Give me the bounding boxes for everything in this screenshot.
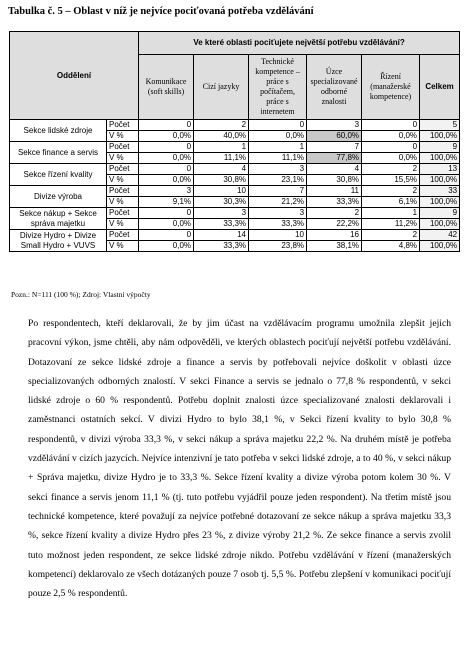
count-cell: 3 (249, 208, 307, 219)
count-cell: 2 (362, 164, 420, 175)
count-cell: 2 (362, 186, 420, 197)
count-cell: 0 (139, 164, 194, 175)
percent-cell: 0,0% (362, 153, 420, 164)
count-cell: 1 (362, 208, 420, 219)
table-body (10, 120, 460, 252)
count-cell: 4 (307, 164, 362, 175)
count-cell: 33 (420, 186, 460, 197)
percent-cell: 0,0% (139, 131, 194, 142)
department-name: Sekce nákup + Sekce správa majetku (10, 208, 107, 230)
table-note: Pozn.: N=111 (100 %); Zdroj: Vlastní výpočty (11, 290, 151, 299)
percent-cell: 33,3% (307, 197, 362, 208)
count-cell: 9 (420, 142, 460, 153)
percent-cell: 100,0% (420, 153, 460, 164)
percent-cell: 100,0% (420, 131, 460, 142)
percent-cell: 30,8% (194, 175, 249, 186)
table-caption: Tabulka č. 5 – Oblast v níž je nejvíce pociťovaná potřeba vzdělávání (8, 6, 314, 17)
department-name: Sekce finance a servis (10, 142, 107, 164)
count-cell: 2 (307, 208, 362, 219)
department-name: Sekce lidské zdroje (10, 120, 107, 142)
percent-cell: 40,0% (194, 131, 249, 142)
table-row (10, 186, 460, 197)
percent-label: V % (107, 153, 139, 164)
count-cell: 0 (249, 120, 307, 131)
count-label: Počet (107, 120, 139, 131)
percent-cell: 0,0% (139, 153, 194, 164)
column-header: Úzce specializované odborné znalosti (307, 55, 362, 120)
count-cell: 2 (362, 230, 420, 241)
count-cell: 10 (249, 230, 307, 241)
count-cell: 13 (420, 164, 460, 175)
table-row (10, 120, 460, 131)
count-cell: 0 (139, 208, 194, 219)
percent-cell: 100,0% (420, 241, 460, 252)
department-name: Divize výroba (10, 186, 107, 208)
count-cell: 14 (194, 230, 249, 241)
department-name: Divize Hydro + Divize Small Hydro + VUVS (10, 230, 107, 252)
percent-cell: 60,0% (307, 131, 362, 142)
column-header: Technické kompetence – práce s počítačem, práce s internetem (249, 55, 307, 120)
count-label: Počet (107, 208, 139, 219)
count-cell: 0 (362, 120, 420, 131)
percent-cell: 4,8% (362, 241, 420, 252)
percent-cell: 0,0% (139, 219, 194, 230)
column-header: Komunikace (soft skills) (139, 55, 194, 120)
percent-cell: 21,2% (249, 197, 307, 208)
count-label: Počet (107, 142, 139, 153)
table-row (10, 142, 460, 153)
percent-label: V % (107, 241, 139, 252)
percent-cell: 9,1% (139, 197, 194, 208)
department-header: Oddělení (10, 32, 139, 120)
percent-cell: 23,1% (249, 175, 307, 186)
count-cell: 3 (307, 120, 362, 131)
count-label: Počet (107, 186, 139, 197)
count-cell: 0 (139, 120, 194, 131)
count-cell: 0 (362, 142, 420, 153)
percent-cell: 6,1% (362, 197, 420, 208)
table-row (10, 208, 460, 219)
count-cell: 0 (139, 142, 194, 153)
count-cell: 3 (139, 186, 194, 197)
body-paragraph: Po respondentech, kteří deklarovali, že by jim účast na vzdělávacím programu umožnila zlepšit jejich pracovní výkon, jsme chtěli, aby nám odpověděli, ve kterých oblastech pociťují největší potřebu vzdělávání. Dotazovaní ze sekce lidské zdroje a finance a servis by potřebovali nejvíce doškolit v oblasti úzce specializovaných odborných znalostí. V sekci Finance a servis se jednalo o 77,8 % respondentů, v sekci lidské zdroje o 60 % respondentů. Potřebu doplnit znalosti úzce specializované znalosti deklarovali i zaměstnanci ostatních sekcí. V divizi Hydro to bylo 38,1 %, v Sekci řízení kvality to bylo 30,8 % respondentů, v divizi výroba 33,3 %, v sekci nákup a správa majetku 22,2 %. Na druhém místě je potřeba vzdělávání v cizích jazycích. Nejvíce intenzivní je tato potřeba v sekci lidské zdroje, a to 40 %, v sekci nákup + Správa majetku, divize Hydro je to 33,3 %. Sekce řízení kvality a divize výroba potom kolem 30 %. V sekci finance a servis jenom 11,1 % (tj. tuto potřebu vyjádřil pouze jeden respondent). Na třetím místě jsou technické kompetence, které považují za nejvíce potřebné dotazovaní ze sekce nákup a správa majetku 33,3 %, sekce řízení kvality a divize Hydro přes 23 %, z divize výroby 21,2 %. Ze sekce finance a servis zvolil tuto možnost jeden respondent, ze sekce lidské zdroje nikdo. Potřebu vzdělávání v řízení (manažerských kompetencí) deklarovalo ze všech dotázaných pouze 7 osob tj. 5,5 %. Potřebu zlepšení v komunikaci pociťují pouze 2,5 % respondentů. (28, 318, 451, 600)
total-column-header: Celkem (420, 55, 460, 120)
question-header: Ve které oblasti pociťujete největší potřebu vzdělávání? (139, 32, 460, 55)
count-cell: 7 (249, 186, 307, 197)
percent-cell: 33,3% (249, 219, 307, 230)
percent-label: V % (107, 131, 139, 142)
column-header: Cizí jazyky (194, 55, 249, 120)
training-needs-table (9, 31, 460, 252)
percent-cell: 15,5% (362, 175, 420, 186)
percent-cell: 100,0% (420, 219, 460, 230)
percent-cell: 33,3% (194, 241, 249, 252)
count-cell: 7 (307, 142, 362, 153)
percent-cell: 0,0% (139, 175, 194, 186)
percent-label: V % (107, 175, 139, 186)
count-cell: 11 (307, 186, 362, 197)
count-cell: 1 (249, 142, 307, 153)
percent-cell: 0,0% (139, 241, 194, 252)
percent-cell: 23,8% (249, 241, 307, 252)
count-label: Počet (107, 230, 139, 241)
count-cell: 5 (420, 120, 460, 131)
percent-cell: 11,1% (249, 153, 307, 164)
percent-cell: 77,8% (307, 153, 362, 164)
count-cell: 4 (194, 164, 249, 175)
column-header: Řízení (manažerské kompetence) (362, 55, 420, 120)
percent-cell: 100,0% (420, 175, 460, 186)
percent-cell: 11,2% (362, 219, 420, 230)
count-cell: 3 (194, 208, 249, 219)
percent-cell: 100,0% (420, 197, 460, 208)
percent-cell: 30,8% (307, 175, 362, 186)
count-cell: 2 (194, 120, 249, 131)
percent-cell: 11,1% (194, 153, 249, 164)
count-cell: 42 (420, 230, 460, 241)
percent-cell: 22,2% (307, 219, 362, 230)
percent-cell: 38,1% (307, 241, 362, 252)
count-cell: 9 (420, 208, 460, 219)
table-row (10, 230, 460, 241)
percent-label: V % (107, 197, 139, 208)
department-name: Sekce řízení kvality (10, 164, 107, 186)
count-cell: 1 (194, 142, 249, 153)
count-cell: 0 (139, 230, 194, 241)
percent-label: V % (107, 219, 139, 230)
count-cell: 10 (194, 186, 249, 197)
table-row (10, 164, 460, 175)
percent-cell: 0,0% (362, 131, 420, 142)
count-label: Počet (107, 164, 139, 175)
percent-cell: 0,0% (249, 131, 307, 142)
percent-cell: 30,3% (194, 197, 249, 208)
count-cell: 16 (307, 230, 362, 241)
count-cell: 3 (249, 164, 307, 175)
percent-cell: 33,3% (194, 219, 249, 230)
